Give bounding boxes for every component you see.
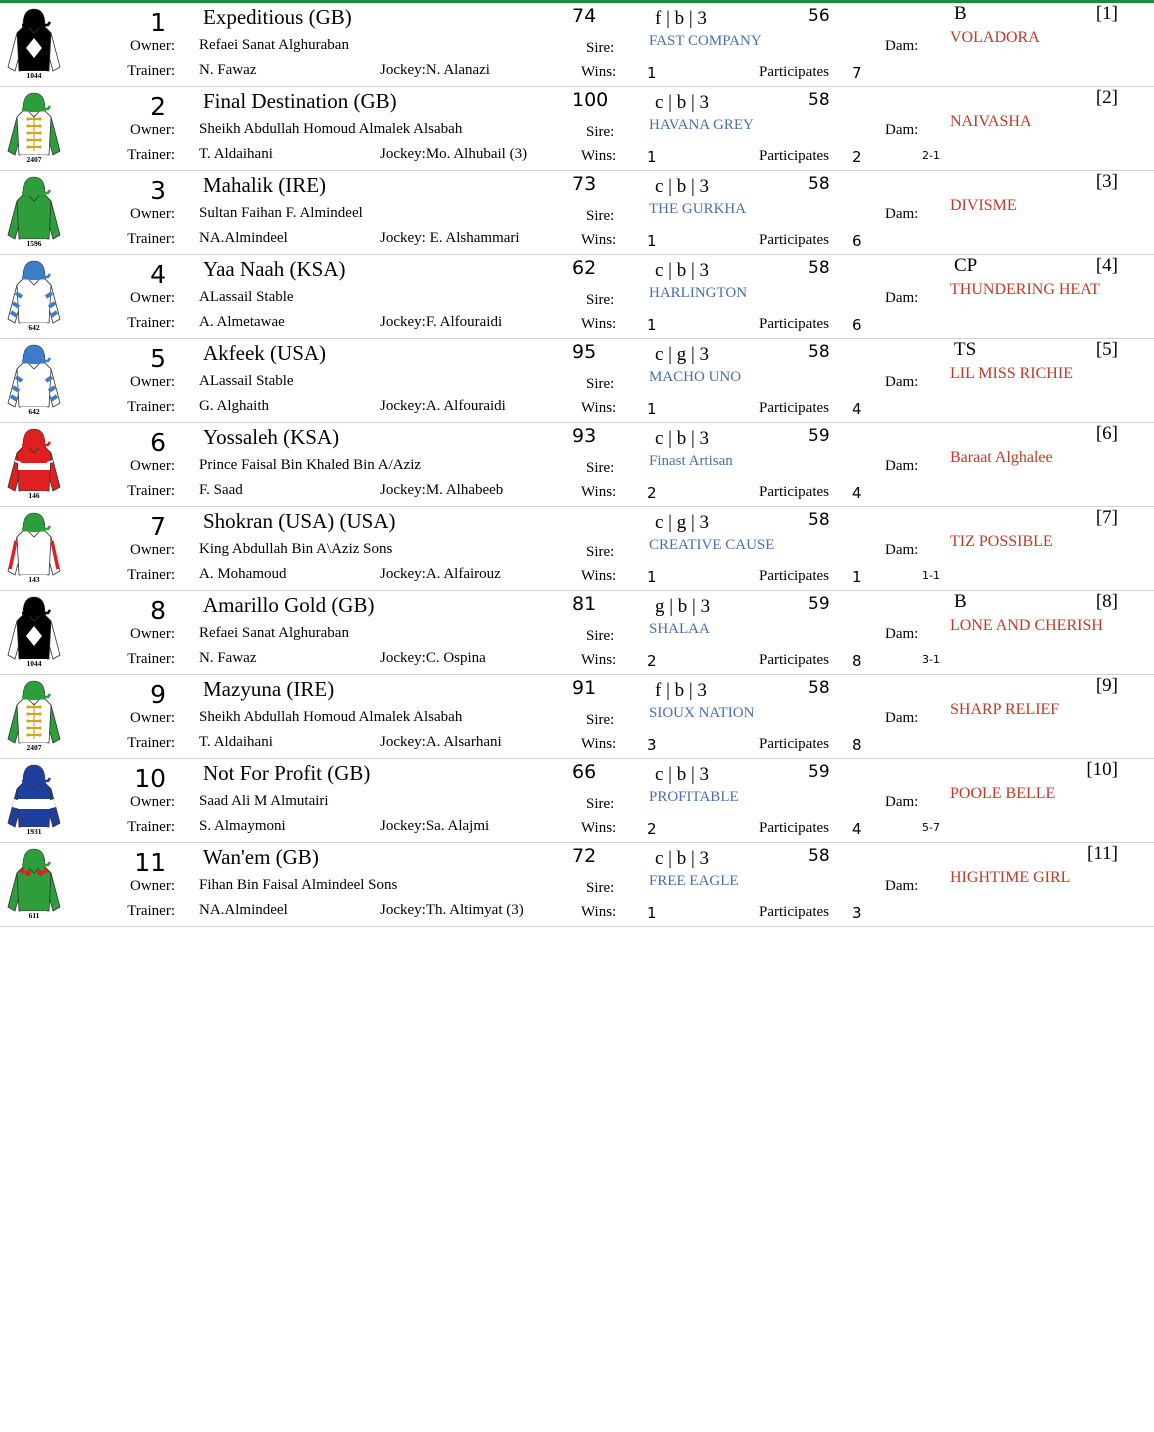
wins-count: 1: [647, 64, 657, 82]
wins-label: Wins:: [581, 232, 617, 248]
dam-name: THUNDERING HEAT: [950, 281, 1100, 298]
owner-name: King Abdullah Bin A\Aziz Sons: [199, 541, 393, 557]
owner-name: Sultan Faihan F. Almindeel: [199, 205, 363, 221]
runner-row-1[interactable]: [0, 3, 1154, 87]
participates-count: 3: [852, 904, 862, 922]
participates-label: Participates: [759, 652, 829, 668]
runner-number: 6: [150, 428, 166, 457]
sire-label: Sire:: [586, 460, 615, 476]
owner-name: Sheikh Abdullah Homoud Almalek Alsabah: [199, 709, 463, 725]
equipment-code: B: [954, 3, 967, 24]
jockey-silks-icon: [4, 341, 64, 415]
runner-row-8[interactable]: [0, 591, 1154, 675]
owner-label: Owner:: [130, 458, 175, 474]
owner-name: Prince Faisal Bin Khaled Bin A/Aziz: [199, 457, 422, 473]
weight: 58: [808, 258, 830, 278]
dam-name: LONE AND CHERISH: [950, 617, 1103, 634]
rating: 73: [572, 173, 597, 195]
participates-count: 4: [852, 820, 862, 838]
sire-name: SHALAA: [649, 621, 710, 637]
equipment-code: B: [954, 591, 967, 612]
rating: 74: [572, 5, 597, 27]
sire-label: Sire:: [586, 628, 615, 644]
owner-name: ALassail Stable: [199, 289, 294, 305]
trainer-label: Trainer:: [127, 651, 175, 667]
rating: 81: [572, 593, 597, 615]
silk-number-label: 2407: [26, 743, 42, 751]
owner-name: ALassail Stable: [199, 373, 294, 389]
owner-label: Owner:: [130, 878, 175, 894]
wins-count: 1: [647, 148, 657, 166]
jockey-name: Jockey:A. Alfouraidi: [380, 398, 506, 414]
weight: 58: [808, 678, 830, 698]
horse-name[interactable]: Yaa Naah (KSA): [203, 257, 346, 281]
runner-number: 8: [150, 596, 166, 625]
participates-label: Participates: [759, 316, 829, 332]
participates-label: Participates: [759, 148, 829, 164]
trainer-label: Trainer:: [127, 147, 175, 163]
weight: 58: [808, 90, 830, 110]
runner-row-4[interactable]: [0, 255, 1154, 339]
draw-number: [6]: [1095, 423, 1118, 444]
weight: 59: [808, 426, 830, 446]
runner-number: 10: [134, 764, 166, 793]
weight: 58: [808, 174, 830, 194]
sex-colour-age: c | b | 3: [655, 176, 710, 197]
horse-name[interactable]: Wan'em (GB): [203, 845, 319, 869]
sex-colour-age: f | b | 3: [655, 680, 707, 701]
sire-label: Sire:: [586, 712, 615, 728]
weight: 59: [808, 762, 830, 782]
owner-label: Owner:: [130, 794, 175, 810]
rating: 91: [572, 677, 597, 699]
trainer-label: Trainer:: [127, 483, 175, 499]
participates-count: 8: [852, 652, 862, 670]
trainer-name: NA.Almindeel: [199, 230, 288, 246]
wins-count: 2: [647, 652, 657, 670]
weight: 58: [808, 510, 830, 530]
wins-label: Wins:: [581, 652, 617, 668]
sire-name: HAVANA GREY: [649, 117, 754, 133]
wins-count: 2: [647, 484, 657, 502]
horse-name[interactable]: Yossaleh (KSA): [203, 425, 340, 449]
wins-label: Wins:: [581, 820, 617, 836]
jockey-name: Jockey:Th. Altimyat (3): [380, 902, 524, 918]
owner-label: Owner:: [130, 374, 175, 390]
equipment-code: CP: [954, 255, 978, 276]
sire-name: FAST COMPANY: [649, 33, 762, 49]
owner-label: Owner:: [130, 626, 175, 642]
dam-name: Baraat Alghalee: [950, 449, 1053, 466]
runner-row-7[interactable]: [0, 507, 1154, 591]
runner-number: 11: [134, 848, 166, 877]
runner-number: 5: [150, 344, 166, 373]
jockey-silks-icon: [4, 173, 64, 247]
trainer-label: Trainer:: [127, 735, 175, 751]
silk-number-label: 1596: [26, 239, 42, 247]
runner-row-3[interactable]: [0, 171, 1154, 255]
draw-number: [8]: [1095, 591, 1118, 612]
dam-label: Dam:: [885, 38, 919, 54]
jockey-silks-icon: [4, 425, 64, 499]
owner-name: Sheikh Abdullah Homoud Almalek Alsabah: [199, 121, 463, 137]
weight: 59: [808, 594, 830, 614]
form-code: 3-1: [922, 653, 940, 666]
runner-row-5[interactable]: [0, 339, 1154, 423]
trainer-label: Trainer:: [127, 399, 175, 415]
sire-label: Sire:: [586, 376, 615, 392]
participates-label: Participates: [759, 232, 829, 248]
rating: 100: [572, 89, 609, 111]
sex-colour-age: c | b | 3: [655, 764, 710, 785]
silk-number-label: 143: [28, 575, 40, 583]
sex-colour-age: c | b | 3: [655, 848, 710, 869]
silk-number-label: 1931: [26, 827, 42, 835]
sire-label: Sire:: [586, 292, 615, 308]
trainer-name: A. Almetawae: [199, 314, 285, 330]
jockey-name: Jockey:Mo. Alhubail (3): [380, 146, 528, 162]
jockey-name: Jockey: E. Alshammari: [380, 230, 520, 246]
rating: 62: [572, 257, 597, 279]
draw-number: [11]: [1087, 843, 1118, 864]
sire-label: Sire:: [586, 796, 615, 812]
dam-name: HIGHTIME GIRL: [950, 869, 1071, 886]
participates-label: Participates: [759, 64, 829, 80]
trainer-label: Trainer:: [127, 231, 175, 247]
trainer-name: NA.Almindeel: [199, 902, 288, 918]
wins-label: Wins:: [581, 148, 617, 164]
trainer-name: N. Fawaz: [199, 62, 257, 78]
jockey-name: Jockey:C. Ospina: [380, 650, 486, 666]
wins-count: 1: [647, 316, 657, 334]
jockey-name: Jockey:N. Alanazi: [380, 62, 490, 78]
trainer-name: N. Fawaz: [199, 650, 257, 666]
dam-label: Dam:: [885, 290, 919, 306]
participates-label: Participates: [759, 820, 829, 836]
dam-name: SHARP RELIEF: [950, 701, 1060, 718]
wins-count: 2: [647, 820, 657, 838]
runner-row-11[interactable]: [0, 843, 1154, 927]
sire-label: Sire:: [586, 208, 615, 224]
trainer-name: T. Aldaihani: [199, 734, 273, 750]
runner-number: 7: [150, 512, 166, 541]
participates-count: 6: [852, 316, 862, 334]
participates-count: 4: [852, 400, 862, 418]
dam-label: Dam:: [885, 878, 919, 894]
owner-name: Saad Ali M Almutairi: [199, 793, 329, 809]
trainer-label: Trainer:: [127, 63, 175, 79]
silk-number-label: 611: [28, 911, 40, 919]
rating: 66: [572, 761, 597, 783]
trainer-name: S. Almaymoni: [199, 818, 286, 834]
jockey-silks-icon: [4, 845, 64, 919]
dam-label: Dam:: [885, 710, 919, 726]
wins-count: 1: [647, 400, 657, 418]
form-code: 2-1: [922, 149, 940, 162]
dam-name: POOLE BELLE: [950, 785, 1056, 802]
silk-number-label: 146: [28, 491, 40, 499]
sire-name: FREE EAGLE: [649, 873, 739, 889]
silk-number-label: 642: [28, 407, 40, 415]
trainer-label: Trainer:: [127, 315, 175, 331]
jockey-silks-icon: [4, 5, 64, 79]
participates-label: Participates: [759, 484, 829, 500]
owner-label: Owner:: [130, 542, 175, 558]
silk-number-label: 2407: [26, 155, 42, 163]
rating: 93: [572, 425, 597, 447]
participates-count: 6: [852, 232, 862, 250]
jockey-silks-icon: [4, 593, 64, 667]
jockey-silks-icon: [4, 509, 64, 583]
dam-name: LIL MISS RICHIE: [950, 365, 1073, 382]
rating: 95: [572, 341, 597, 363]
jockey-silks-icon: [4, 257, 64, 331]
owner-label: Owner:: [130, 206, 175, 222]
wins-count: 1: [647, 232, 657, 250]
wins-label: Wins:: [581, 904, 617, 920]
dam-name: NAIVASHA: [950, 113, 1032, 130]
sire-name: SIOUX NATION: [649, 705, 755, 721]
trainer-name: A. Mohamoud: [199, 566, 287, 582]
draw-number: [4]: [1095, 255, 1118, 276]
silk-number-label: 1044: [26, 71, 42, 79]
jockey-name: Jockey:A. Alfairouz: [380, 566, 501, 582]
trainer-name: F. Saad: [199, 482, 243, 498]
trainer-name: T. Aldaihani: [199, 146, 273, 162]
sire-name: THE GURKHA: [649, 201, 747, 217]
sex-colour-age: g | b | 3: [655, 596, 711, 617]
weight: 56: [808, 6, 830, 26]
wins-label: Wins:: [581, 484, 617, 500]
owner-name: Refaei Sanat Alghuraban: [199, 625, 349, 641]
weight: 58: [808, 342, 830, 362]
trainer-label: Trainer:: [127, 819, 175, 835]
draw-number: [10]: [1086, 759, 1118, 780]
horse-name[interactable]: Shokran (USA) (USA): [203, 509, 396, 533]
owner-label: Owner:: [130, 710, 175, 726]
dam-label: Dam:: [885, 626, 919, 642]
dam-label: Dam:: [885, 542, 919, 558]
form-code: 5-7: [922, 821, 940, 834]
owner-name: Fihan Bin Faisal Almindeel Sons: [199, 877, 398, 893]
runner-number: 3: [150, 176, 166, 205]
jockey-silks-icon: [4, 761, 64, 835]
jockey-name: Jockey:F. Alfouraidi: [380, 314, 503, 330]
wins-count: 3: [647, 736, 657, 754]
participates-count: 2: [852, 148, 862, 166]
participates-count: 4: [852, 484, 862, 502]
equipment-code: TS: [954, 339, 977, 360]
dam-label: Dam:: [885, 122, 919, 138]
owner-label: Owner:: [130, 290, 175, 306]
wins-label: Wins:: [581, 400, 617, 416]
participates-count: 8: [852, 736, 862, 754]
horse-name[interactable]: Final Destination (GB): [203, 89, 397, 113]
sex-colour-age: c | b | 3: [655, 428, 710, 449]
runner-number: 9: [150, 680, 166, 709]
sex-colour-age: c | b | 3: [655, 92, 710, 113]
sex-colour-age: f | b | 3: [655, 8, 707, 29]
rating: 72: [572, 845, 597, 867]
jockey-name: Jockey:Sa. Alajmi: [380, 818, 490, 834]
sex-colour-age: c | g | 3: [655, 512, 710, 533]
dam-label: Dam:: [885, 206, 919, 222]
form-code: 1-1: [922, 569, 940, 582]
draw-number: [3]: [1095, 171, 1118, 192]
trainer-label: Trainer:: [127, 567, 175, 583]
draw-number: [1]: [1095, 3, 1118, 24]
dam-label: Dam:: [885, 458, 919, 474]
dam-name: VOLADORA: [950, 29, 1040, 46]
draw-number: [9]: [1095, 675, 1118, 696]
participates-label: Participates: [759, 400, 829, 416]
sex-colour-age: c | b | 3: [655, 260, 710, 281]
runner-row-6[interactable]: [0, 423, 1154, 507]
wins-label: Wins:: [581, 64, 617, 80]
owner-name: Refaei Sanat Alghuraban: [199, 37, 349, 53]
participates-count: 1: [852, 568, 862, 586]
sire-name: CREATIVE CAUSE: [649, 537, 775, 553]
silk-number-label: 642: [28, 323, 40, 331]
jockey-silks-icon: [4, 89, 64, 163]
silk-number-label: 1044: [26, 659, 42, 667]
dam-name: DIVISME: [950, 197, 1017, 214]
weight: 58: [808, 846, 830, 866]
horse-name[interactable]: Not For Profit (GB): [203, 761, 371, 785]
dam-label: Dam:: [885, 374, 919, 390]
wins-count: 1: [647, 904, 657, 922]
runner-row-2[interactable]: [0, 87, 1154, 171]
draw-number: [7]: [1095, 507, 1118, 528]
wins-label: Wins:: [581, 736, 617, 752]
participates-label: Participates: [759, 904, 829, 920]
dam-label: Dam:: [885, 794, 919, 810]
participates-count: 7: [852, 64, 862, 82]
sire-label: Sire:: [586, 880, 615, 896]
jockey-name: Jockey:M. Alhabeeb: [380, 482, 504, 498]
dam-name: TIZ POSSIBLE: [950, 533, 1053, 550]
sire-label: Sire:: [586, 40, 615, 56]
wins-count: 1: [647, 568, 657, 586]
sire-name: PROFITABLE: [649, 789, 739, 805]
owner-label: Owner:: [130, 38, 175, 54]
runner-number: 1: [150, 8, 166, 37]
runner-row-10[interactable]: [0, 759, 1154, 843]
draw-number: [5]: [1095, 339, 1118, 360]
trainer-label: Trainer:: [127, 903, 175, 919]
horse-name[interactable]: Akfeek (USA): [203, 341, 327, 365]
sex-colour-age: c | g | 3: [655, 344, 710, 365]
jockey-silks-icon: [4, 677, 64, 751]
sire-name: Finast Artisan: [649, 453, 733, 469]
runner-number: 4: [150, 260, 166, 289]
trainer-name: G. Alghaith: [199, 398, 269, 414]
runner-number: 2: [150, 92, 166, 121]
horse-name[interactable]: Mazyuna (IRE): [203, 677, 335, 701]
sire-label: Sire:: [586, 124, 615, 140]
sire-label: Sire:: [586, 544, 615, 560]
horse-name[interactable]: Mahalik (IRE): [203, 173, 327, 197]
participates-label: Participates: [759, 568, 829, 584]
sire-name: MACHO UNO: [649, 369, 742, 385]
participates-label: Participates: [759, 736, 829, 752]
owner-label: Owner:: [130, 122, 175, 138]
horse-name[interactable]: Amarillo Gold (GB): [203, 593, 375, 617]
draw-number: [2]: [1095, 87, 1118, 108]
horse-name[interactable]: Expeditious (GB): [203, 5, 352, 29]
sire-name: HARLINGTON: [649, 285, 748, 301]
runner-row-9[interactable]: [0, 675, 1154, 759]
wins-label: Wins:: [581, 568, 617, 584]
race-card: [0, 3, 1154, 927]
jockey-name: Jockey:A. Alsarhani: [380, 734, 502, 750]
wins-label: Wins:: [581, 316, 617, 332]
